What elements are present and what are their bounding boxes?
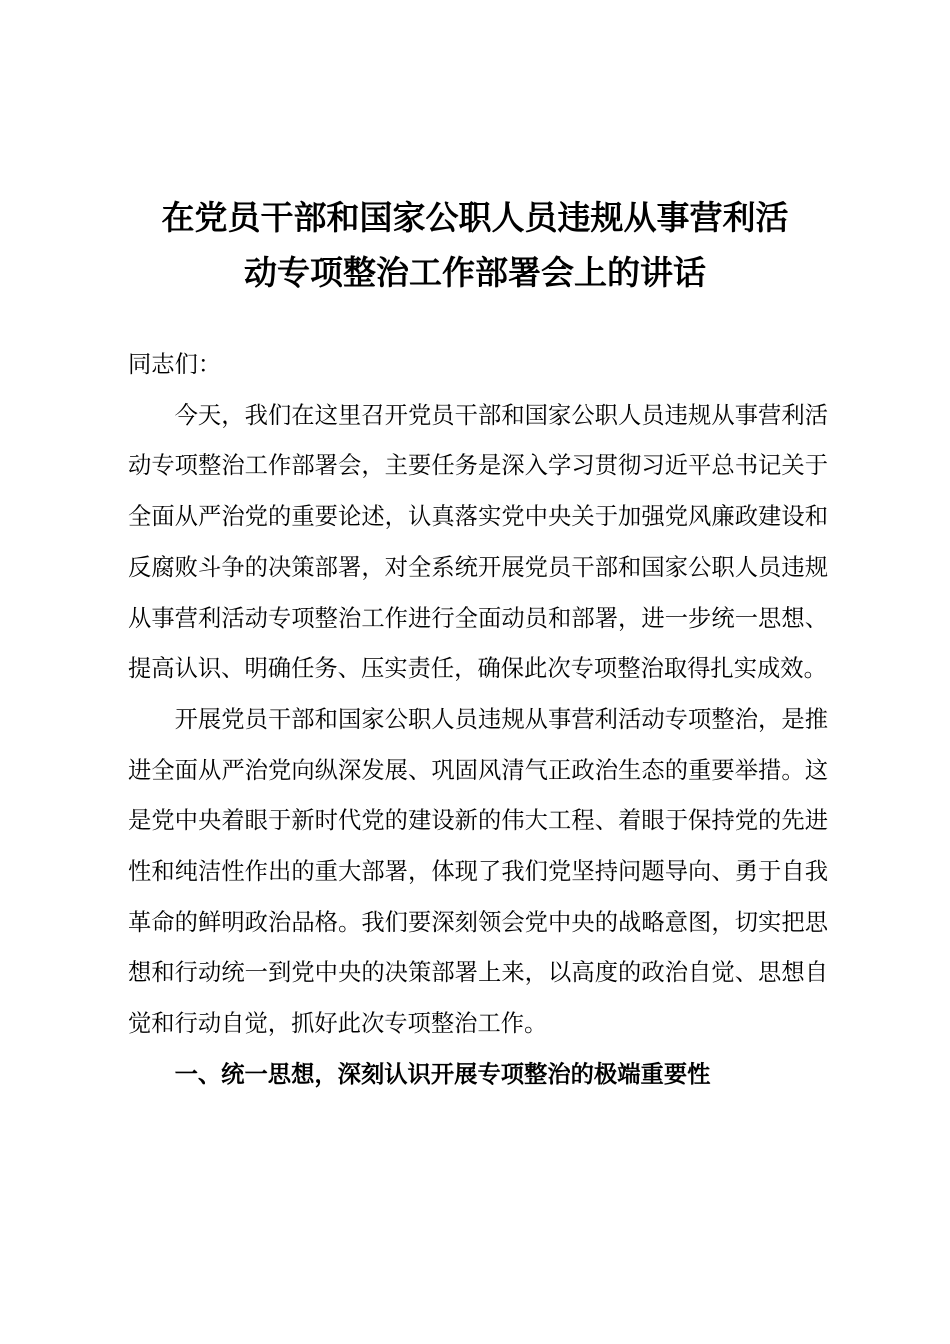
document-title — [0, 190, 950, 300]
title-line-1: 在党员干部和国家公职人员违规从事营利活 — [161, 198, 789, 237]
title-line-2: 动专项整治工作部署会上的讲话 — [244, 253, 706, 292]
section-heading: 一、统一思想，深刻认识开展专项整治的极端重要性 — [174, 1060, 711, 1088]
paragraph-1: 今天，我们在这里召开党员干部和国家公职人员违规从事营利活动专项整治工作部署会，主要任务是深入学习贯彻习近平总书记关于全面从严治党的重要论述，认真落实党中央关于加强党风廉政建设和反腐败斗争的决策部署，对全系统开展党员干部和国家公职人员违规从事营利活动专项整治工作进行全面动员和部署，进一步统一思想、提高认识、明确任务、压实责任，确保此次专项整治取得扎实成效。 — [128, 401, 828, 683]
salutation: 同志们： — [128, 351, 222, 378]
document-body — [128, 340, 828, 1101]
paragraph-2: 开展党员干部和国家公职人员违规从事营利活动专项整治，是推进全面从严治党向纵深发展、巩固风清气正政治生态的重要举措。这是党中央着眼于新时代党的建设新的伟大工程、着眼于保持党的先进性和纯洁性作出的重大部署，体现了我们党坚持问题导向、勇于自我革命的鲜明政治品格。我们要深刻领会党中央的战略意图，切实把思想和行动统一到党中央的决策部署上来，以高度的政治自觉、思想自觉和行动自觉，抓好此次专项整治工作。 — [128, 705, 828, 1038]
